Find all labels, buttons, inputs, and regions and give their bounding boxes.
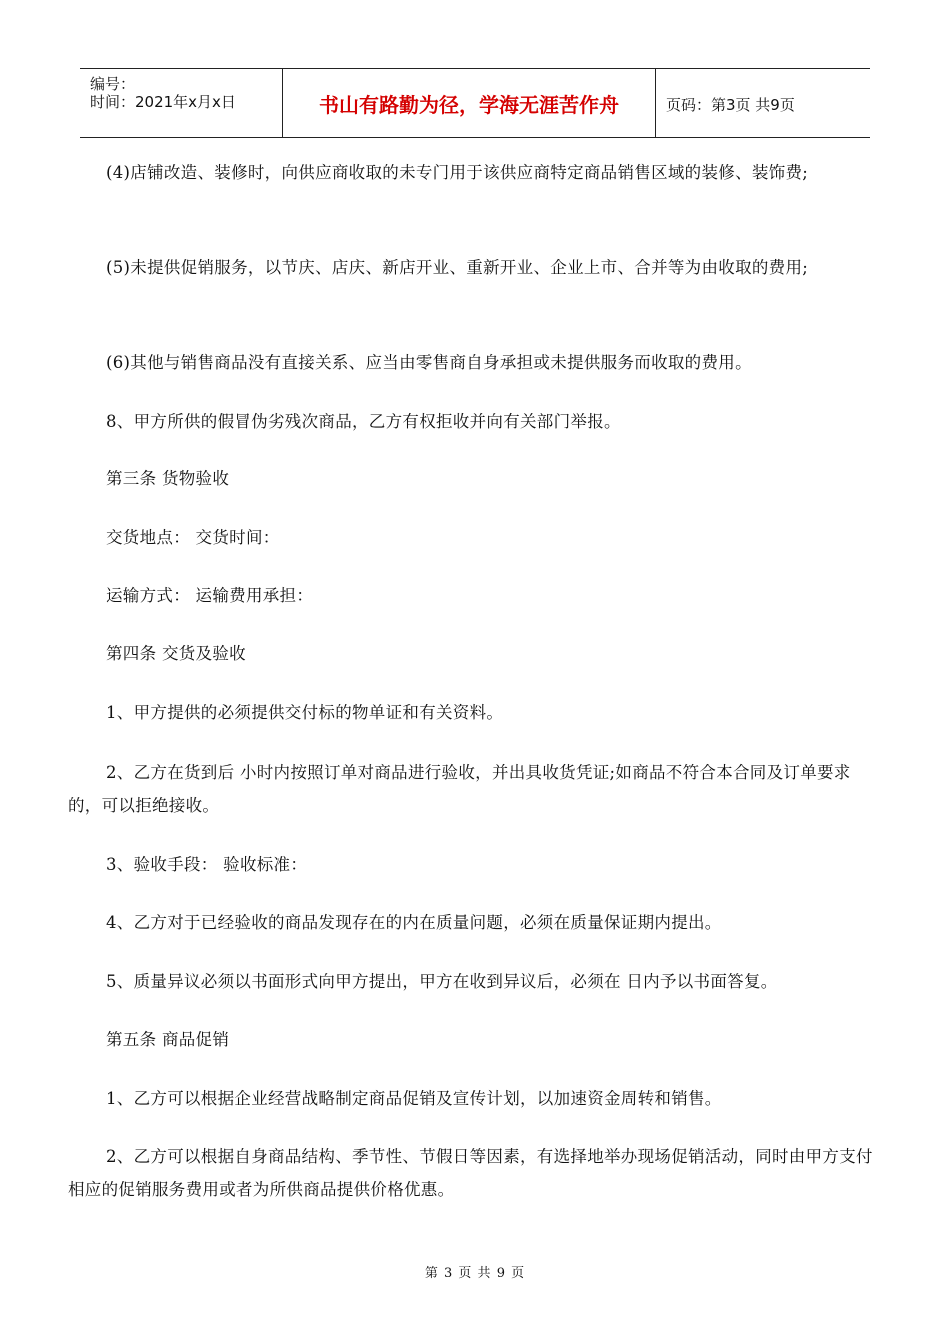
page-footer: 第 3 页 共 9 页 (424, 1266, 526, 1281)
document-number-label: 编号： (90, 75, 136, 93)
paragraph: 1、乙方可以根据企业经营战略制定商品促销及宣传计划，以加速资金周转和销售。 (106, 1089, 722, 1108)
paragraph: 5、质量异议必须以书面形式向甲方提出，甲方在收到异议后，必须在 日内予以书面答复。 (106, 972, 778, 991)
paragraph: 8、甲方所供的假冒伪劣残次商品，乙方有权拒收并向有关部门举报。 (106, 412, 621, 431)
header-page-number: 页码：第3页 共9页 (666, 96, 795, 114)
paragraph: (4)店铺改造、装修时，向供应商收取的未专门用于该供应商特定商品销售区域的装修、装饰费; (106, 163, 809, 182)
paragraph: 运输方式： 运输费用承担： (106, 586, 314, 605)
section-heading: 第四条 交货及验收 (106, 644, 246, 663)
paragraph: (5)未提供促销服务，以节庆、店庆、新店开业、重新开业、企业上市、合并等为由收取的费用; (106, 258, 809, 277)
paragraph: 4、乙方对于已经验收的商品发现存在的内在质量问题，必须在质量保证期内提出。 (106, 913, 722, 932)
paragraph: 交货地点： 交货时间： (106, 528, 280, 547)
paragraph: 2、乙方可以根据自身商品结构、季节性、节假日等因素，有选择地举办现场促销活动，同时由甲方支付相应的促销服务费用或者为所供商品提供价格优惠。 (68, 1147, 873, 1199)
section-heading: 第五条 商品促销 (106, 1030, 230, 1049)
page-header (80, 68, 870, 138)
section-heading: 第三条 货物验收 (106, 469, 230, 488)
paragraph: (6)其他与销售商品没有直接关系、应当由零售商自身承担或未提供服务而收取的费用。 (106, 353, 752, 372)
document-date-label: 时间：2021年x月x日 (90, 93, 236, 111)
paragraph: 3、验收手段： 验收标准： (106, 855, 308, 874)
header-motto: 书山有路勤为径，学海无涯苦作舟 (282, 69, 656, 137)
paragraph: 1、甲方提供的必须提供交付标的物单证和有关资料。 (106, 703, 504, 722)
header-meta (80, 69, 280, 137)
paragraph: 2、乙方在货到后 小时内按照订单对商品进行验收，并出具收货凭证;如商品不符合本合同及订单要求的，可以拒绝接收。 (68, 763, 851, 815)
